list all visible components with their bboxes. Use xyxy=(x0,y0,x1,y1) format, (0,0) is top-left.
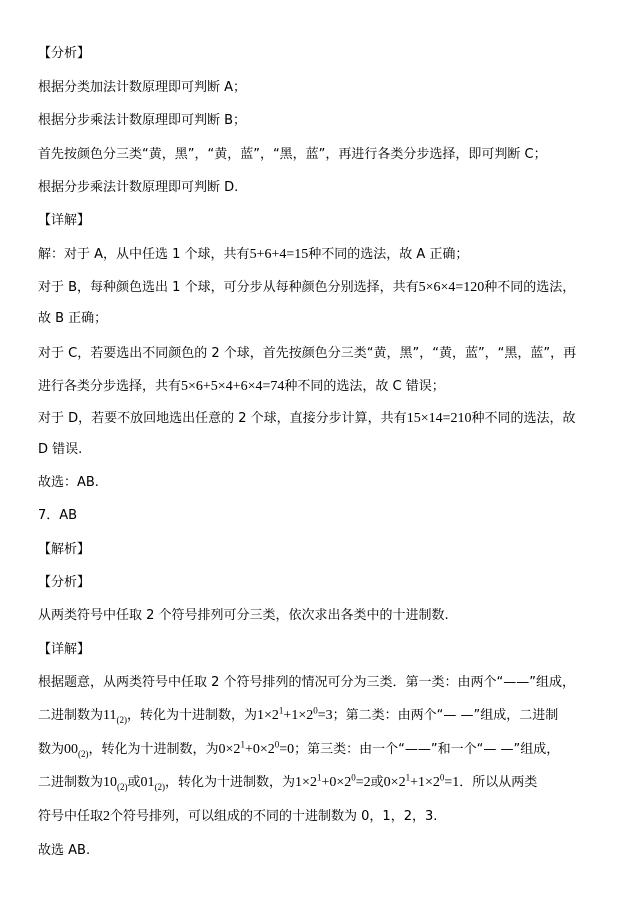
binary-number: $00_{(2)}$ xyxy=(64,742,89,759)
answer-line: 7．AB xyxy=(38,508,78,523)
math-number: 2 xyxy=(103,809,111,824)
text-line xyxy=(38,774,537,792)
binary-number: $11_{(2)}$ xyxy=(103,708,127,725)
text-segment: 种不同的选法，故 xyxy=(471,411,576,426)
math-expression: $1\times 2^1+0\times 2^0=2$ xyxy=(295,772,371,790)
binary-number: $01_{(2)}$ xyxy=(140,775,166,792)
math-expression: 5+6+4=15 xyxy=(249,247,309,262)
text-segment: 对于 B，每种颜色选出 1 个球，可分步从每种颜色分别选择，共有 xyxy=(38,280,419,295)
math-expression: $1\times 2^1+1\times 2^0=3$ xyxy=(257,705,333,723)
text-line: 根据题意，从两类符号中任取 2 个符号排列的情况可分为三类．第一类：由两个“——”组成， xyxy=(38,675,576,690)
text-segment: 个符号排列，可以组成的不同的十进制数为 0，1，2，3. xyxy=(110,809,438,824)
text-line: 根据分步乘法计数原理即可判断 D. xyxy=(38,180,239,195)
math-expression: 5×6×4=120 xyxy=(418,280,485,295)
text-line xyxy=(38,410,576,428)
text-segment: 或 xyxy=(370,775,384,790)
text-line xyxy=(38,246,468,264)
text-line: 首先按颜色分三类“黄，黑”，“黄，蓝”，“黑，蓝”，再进行各类分步选择，即可判断 C； xyxy=(38,147,547,162)
section-heading-solution: 【解析】 xyxy=(38,542,91,557)
text-segment: 数为 xyxy=(38,742,65,757)
text-segment: 对于 D，若要不放回地选出任意的 2 个球，直接分步计算，共有 xyxy=(38,411,407,426)
text-segment: ，转化为十进制数，为 xyxy=(88,742,219,757)
text-line xyxy=(38,707,558,725)
binary-number: $10_{(2)}$ xyxy=(103,775,128,792)
text-segment: ；第二类：由两个“— —”组成，二进制 xyxy=(332,708,559,723)
text-line: 故 B 正确； xyxy=(38,311,108,326)
section-heading-detail: 【详解】 xyxy=(38,642,91,657)
text-segment: ，转化为十进制数，为 xyxy=(165,775,296,790)
math-expression: 5×6+5×4+6×4=74 xyxy=(181,379,285,394)
text-segment: ；第三类：由一个“——”和一个“— —”组成， xyxy=(294,742,560,757)
text-segment: 进行各类分步选择，共有 xyxy=(38,379,182,394)
math-expression: 15×14=210 xyxy=(406,411,472,426)
text-line: 根据分类加法计数原理即可判断 A； xyxy=(38,80,247,95)
text-segment: 解：对于 A，从中任选 1 个球，共有 xyxy=(38,247,250,262)
text-segment: ．所以从两类 xyxy=(459,775,538,790)
text-line xyxy=(38,808,437,826)
text-segment: 符号中任取 xyxy=(38,809,104,824)
text-line xyxy=(38,741,559,759)
text-segment: 种不同的选法，故 C 错误； xyxy=(284,379,445,394)
section-heading-analysis: 【分析】 xyxy=(38,575,91,590)
text-segment: ，转化为十进制数，为 xyxy=(127,708,258,723)
text-line: 从两类符号中任取 2 个符号排列可分三类，依次求出各类中的十进制数. xyxy=(38,608,449,623)
text-line: 根据分步乘法计数原理即可判断 B； xyxy=(38,113,247,128)
section-heading-detail: 【详解】 xyxy=(38,213,91,228)
text-line xyxy=(38,279,575,297)
text-line xyxy=(38,378,445,396)
text-line: D 错误. xyxy=(38,442,83,457)
answer-line: 故选 AB. xyxy=(38,843,91,858)
text-segment: 种不同的选法，故 A 正确； xyxy=(308,247,469,262)
math-expression: $0\times 2^1+1\times 2^0=1$ xyxy=(383,772,460,790)
text-line: 对于 C，若要选出不同颜色的 2 个球，首先按颜色分三类“黄，黑”，“黄，蓝”，“黑，蓝”，再 xyxy=(38,346,577,361)
text-line: 故选：AB. xyxy=(38,475,99,490)
text-segment: 或 xyxy=(127,775,141,790)
section-heading-analysis: 【分析】 xyxy=(38,46,91,61)
text-segment: 二进制数为 xyxy=(38,708,104,723)
math-expression: $0\times 2^1+0\times 2^0=0$ xyxy=(218,739,295,757)
text-segment: 种不同的选法， xyxy=(484,280,576,295)
text-segment: 二进制数为 xyxy=(38,775,104,790)
